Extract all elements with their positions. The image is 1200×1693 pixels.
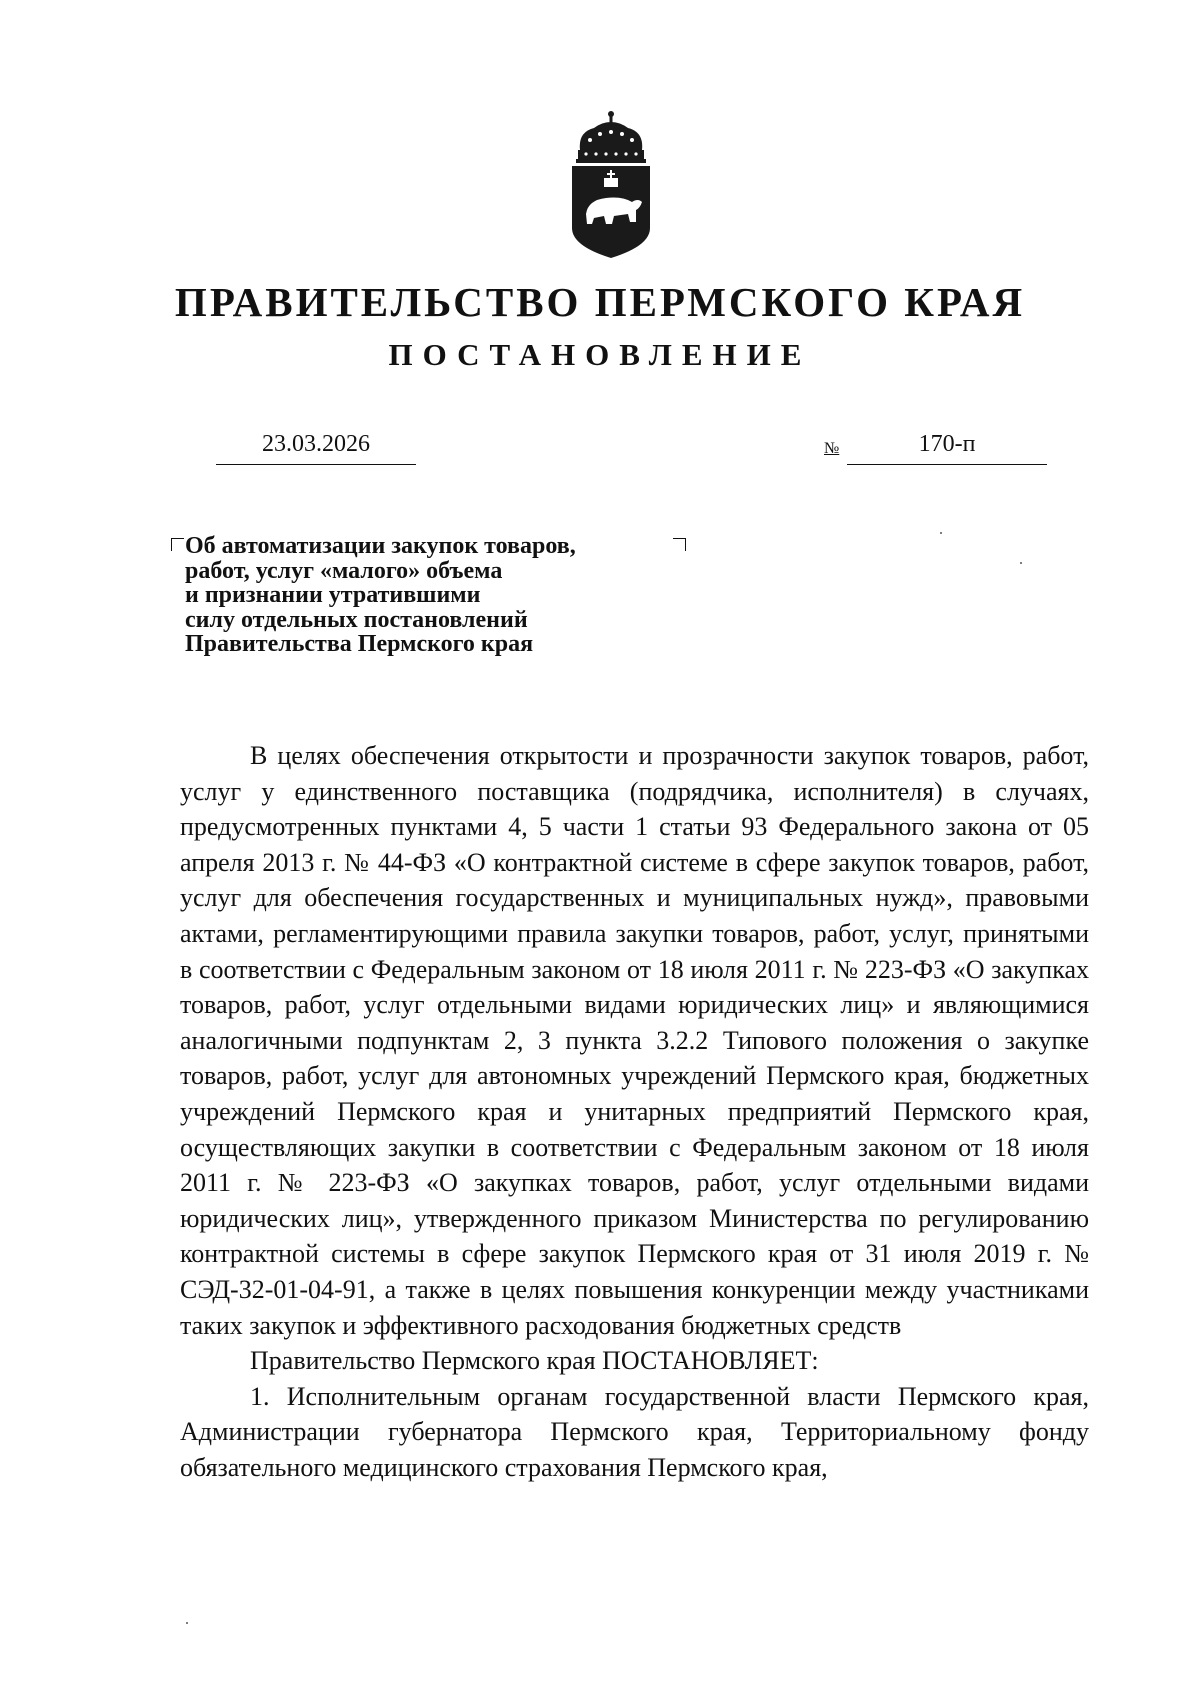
subject-corner-left: [171, 538, 184, 551]
preamble-paragraph: В целях обеспечения открытости и прозрачности закупок товаров, работ, услуг у единственного поставщика (подрядчика, исполнителя) в случаях, предусмотренных пунктами 4, 5 части 1 статьи 93 Федерального закона от 05 апреля 2013 г. № 44-ФЗ «О контрактной системе в сфере закупок товаров, работ, услуг для обеспечения государственных и муниципальных нужд», правовыми актами, регламентирующими правила закупки товаров, работ, услуг, принятыми в соответствии с Федеральным законом от 18 июля 2011 г. № 223-ФЗ «О закупках товаров, работ, услуг отдельными видами юридических лиц» и являющимися аналогичными подпунктам 2, 3 пункта 3.2.2 Типового положения о закупке товаров, работ, услуг для автономных учреждений Пермского края, бюджетных учреждений Пермского края и унитарных предприятий Пермского края, осуществляющих закупки в соответствии с Федеральным законом от 18 июля 2011 г. № 223-ФЗ «О закупках товаров, работ, услуг отдельными видами юридических лиц», утвержденного приказом Министерства по регулированию контрактной системы в сфере закупок Пермского края от 31 июля 2019 г. № СЭД-32-01-04-91, а также в целях повышения конкуренции между участниками таких закупок и эффективного расходования бюджетных средств: [180, 741, 1089, 1340]
subject-line: Правительства Пермского края: [185, 631, 534, 657]
scan-speck: [186, 1622, 188, 1624]
subject-line: и признании утратившими: [185, 582, 481, 608]
perm-krai-coat-of-arms-icon: [566, 110, 656, 260]
subject-line: силу отдельных постановлений: [185, 606, 528, 633]
subject-line: работ, услуг «малого» объема: [185, 557, 503, 584]
document-subject: [185, 534, 685, 657]
resolves-paragraph: Правительство Пермского края ПОСТАНОВЛЯЕТ:: [250, 1346, 819, 1376]
subject-line: Об автоматизации закупок товаров,: [185, 533, 576, 559]
item-1-paragraph: 1. Исполнительным органам государственной власти Пермского края, Администрации губернатора Пермского края, Территориальному фонду обязательного медицинского страхования Пермского края,: [180, 1381, 1089, 1482]
document-type: ПОСТАНОВЛЕНИЕ: [388, 337, 812, 372]
scan-speck: [940, 532, 942, 534]
document-date: 23.03.2026: [216, 426, 416, 465]
document-body: [180, 738, 1089, 1485]
number-label: №: [824, 440, 840, 457]
document-number: 170-п: [847, 426, 1047, 465]
scan-speck: [1020, 562, 1022, 564]
organization-title: ПРАВИТЕЛЬСТВО ПЕРМСКОГО КРАЯ: [174, 279, 1026, 325]
